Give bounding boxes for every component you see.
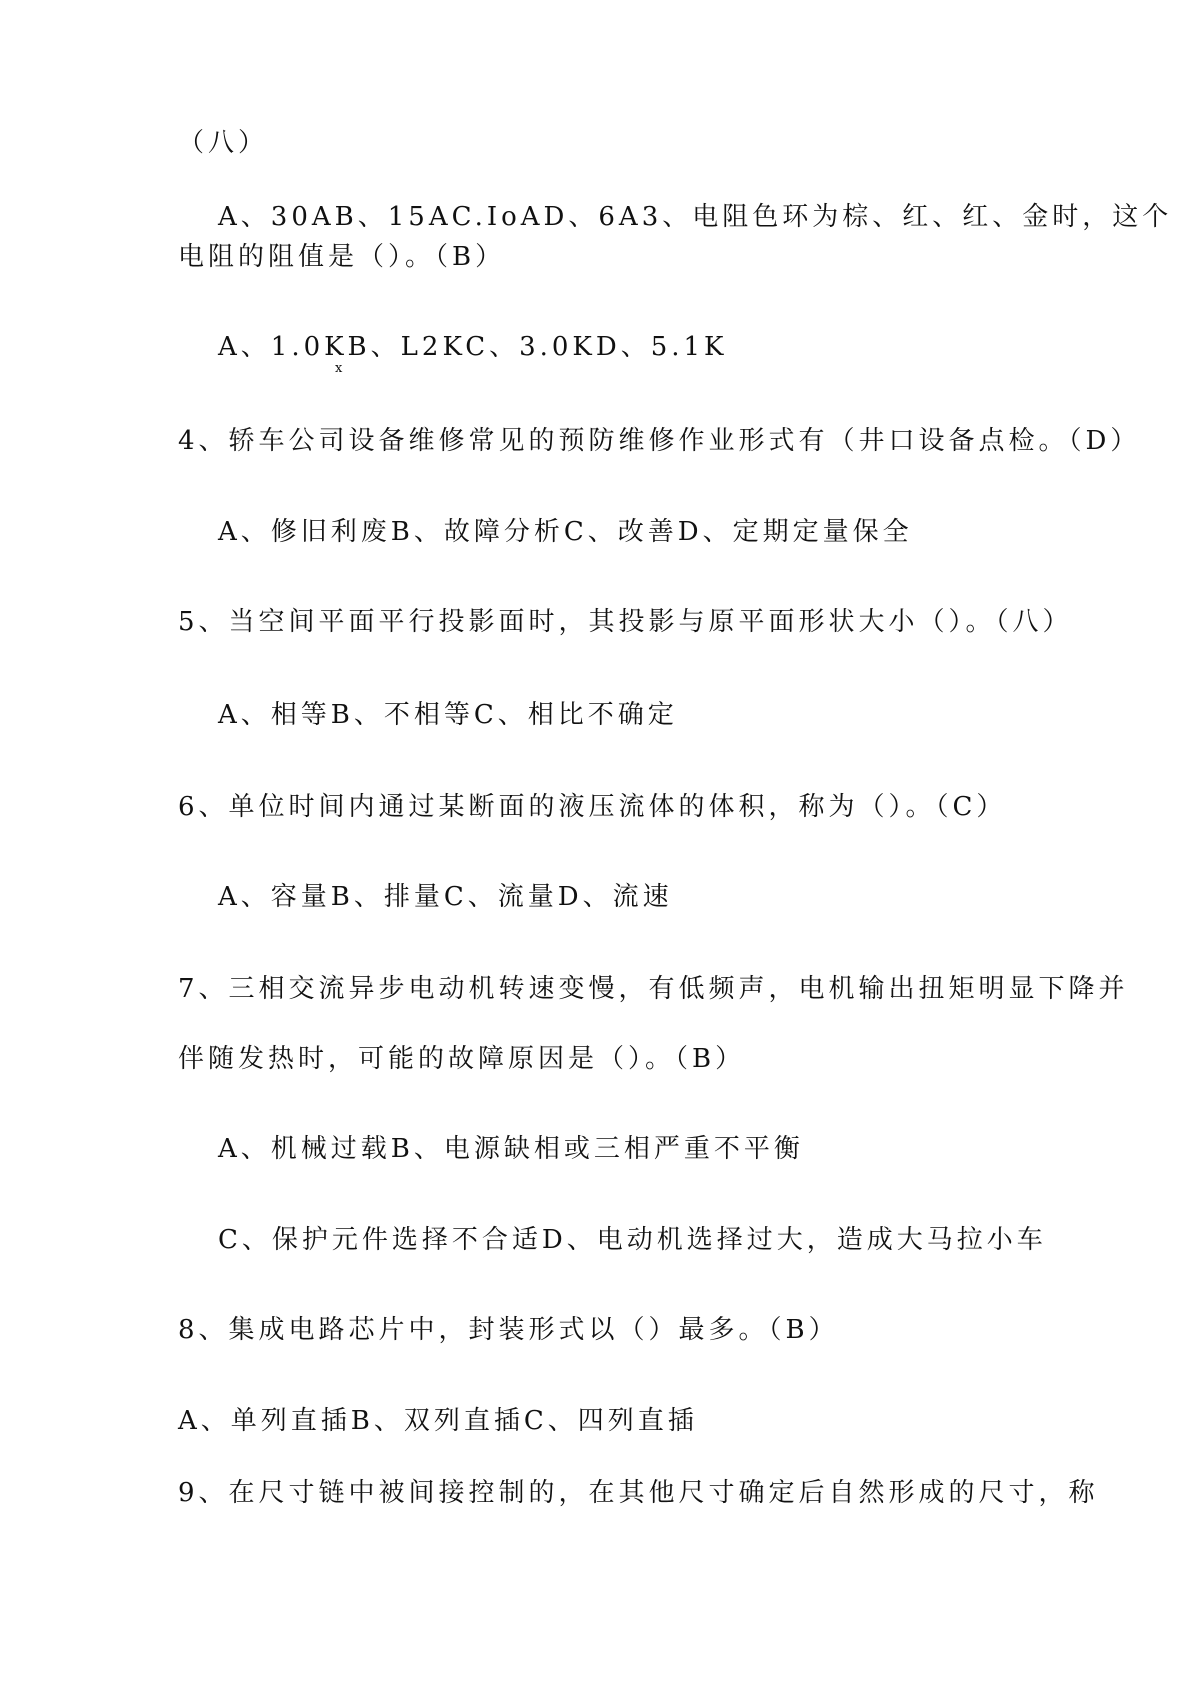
question-7-options-cd: C、保护元件选择不合适D、电动机选择过大，造成大马拉小车: [218, 1225, 1047, 1255]
question-5-options: A、相等B、不相等C、相比不确定: [218, 700, 678, 730]
text-line: A、30AB、15AC.IoAD、6A3、电阻色环为棕、红、红、金时，这个: [218, 202, 1173, 232]
question-5: 5、当空间平面平行投影面时，其投影与原平面形状大小（）。（八）: [178, 607, 1073, 637]
question-8: 8、集成电路芯片中，封装形式以（）最多。（B）: [178, 1315, 839, 1345]
text-line: （八）: [178, 128, 269, 158]
question-9: 9、在尺寸链中被间接控制的，在其他尺寸确定后自然形成的尺寸，称: [178, 1478, 1099, 1508]
question-7-continued: 伴随发热时，可能的故障原因是（）。（B）: [178, 1044, 746, 1074]
question-8-options: A、单列直插B、双列直插C、四列直插: [178, 1406, 698, 1436]
question-6-options: A、容量B、排量C、流量D、流速: [218, 882, 673, 912]
question-4-options: A、修旧利废B、故障分析C、改善D、定期定量保全: [218, 517, 913, 547]
text-line: A、1.0KB、L2KC、3.0KD、5.1K: [218, 332, 728, 362]
question-7: 7、三相交流异步电动机转速变慢，有低频声，电机输出扭矩明显下降并: [178, 974, 1129, 1004]
question-7-options-ab: A、机械过载B、电源缺相或三相严重不平衡: [218, 1134, 804, 1164]
question-6: 6、单位时间内通过某断面的液压流体的体积，称为（）。（C）: [178, 792, 1007, 822]
question-4: 4、轿车公司设备维修常见的预防维修作业形式有（井口设备点检。（D）: [178, 426, 1141, 456]
stray-mark: x: [335, 361, 343, 376]
text-line: 电阻的阻值是（）。（B）: [178, 242, 506, 272]
